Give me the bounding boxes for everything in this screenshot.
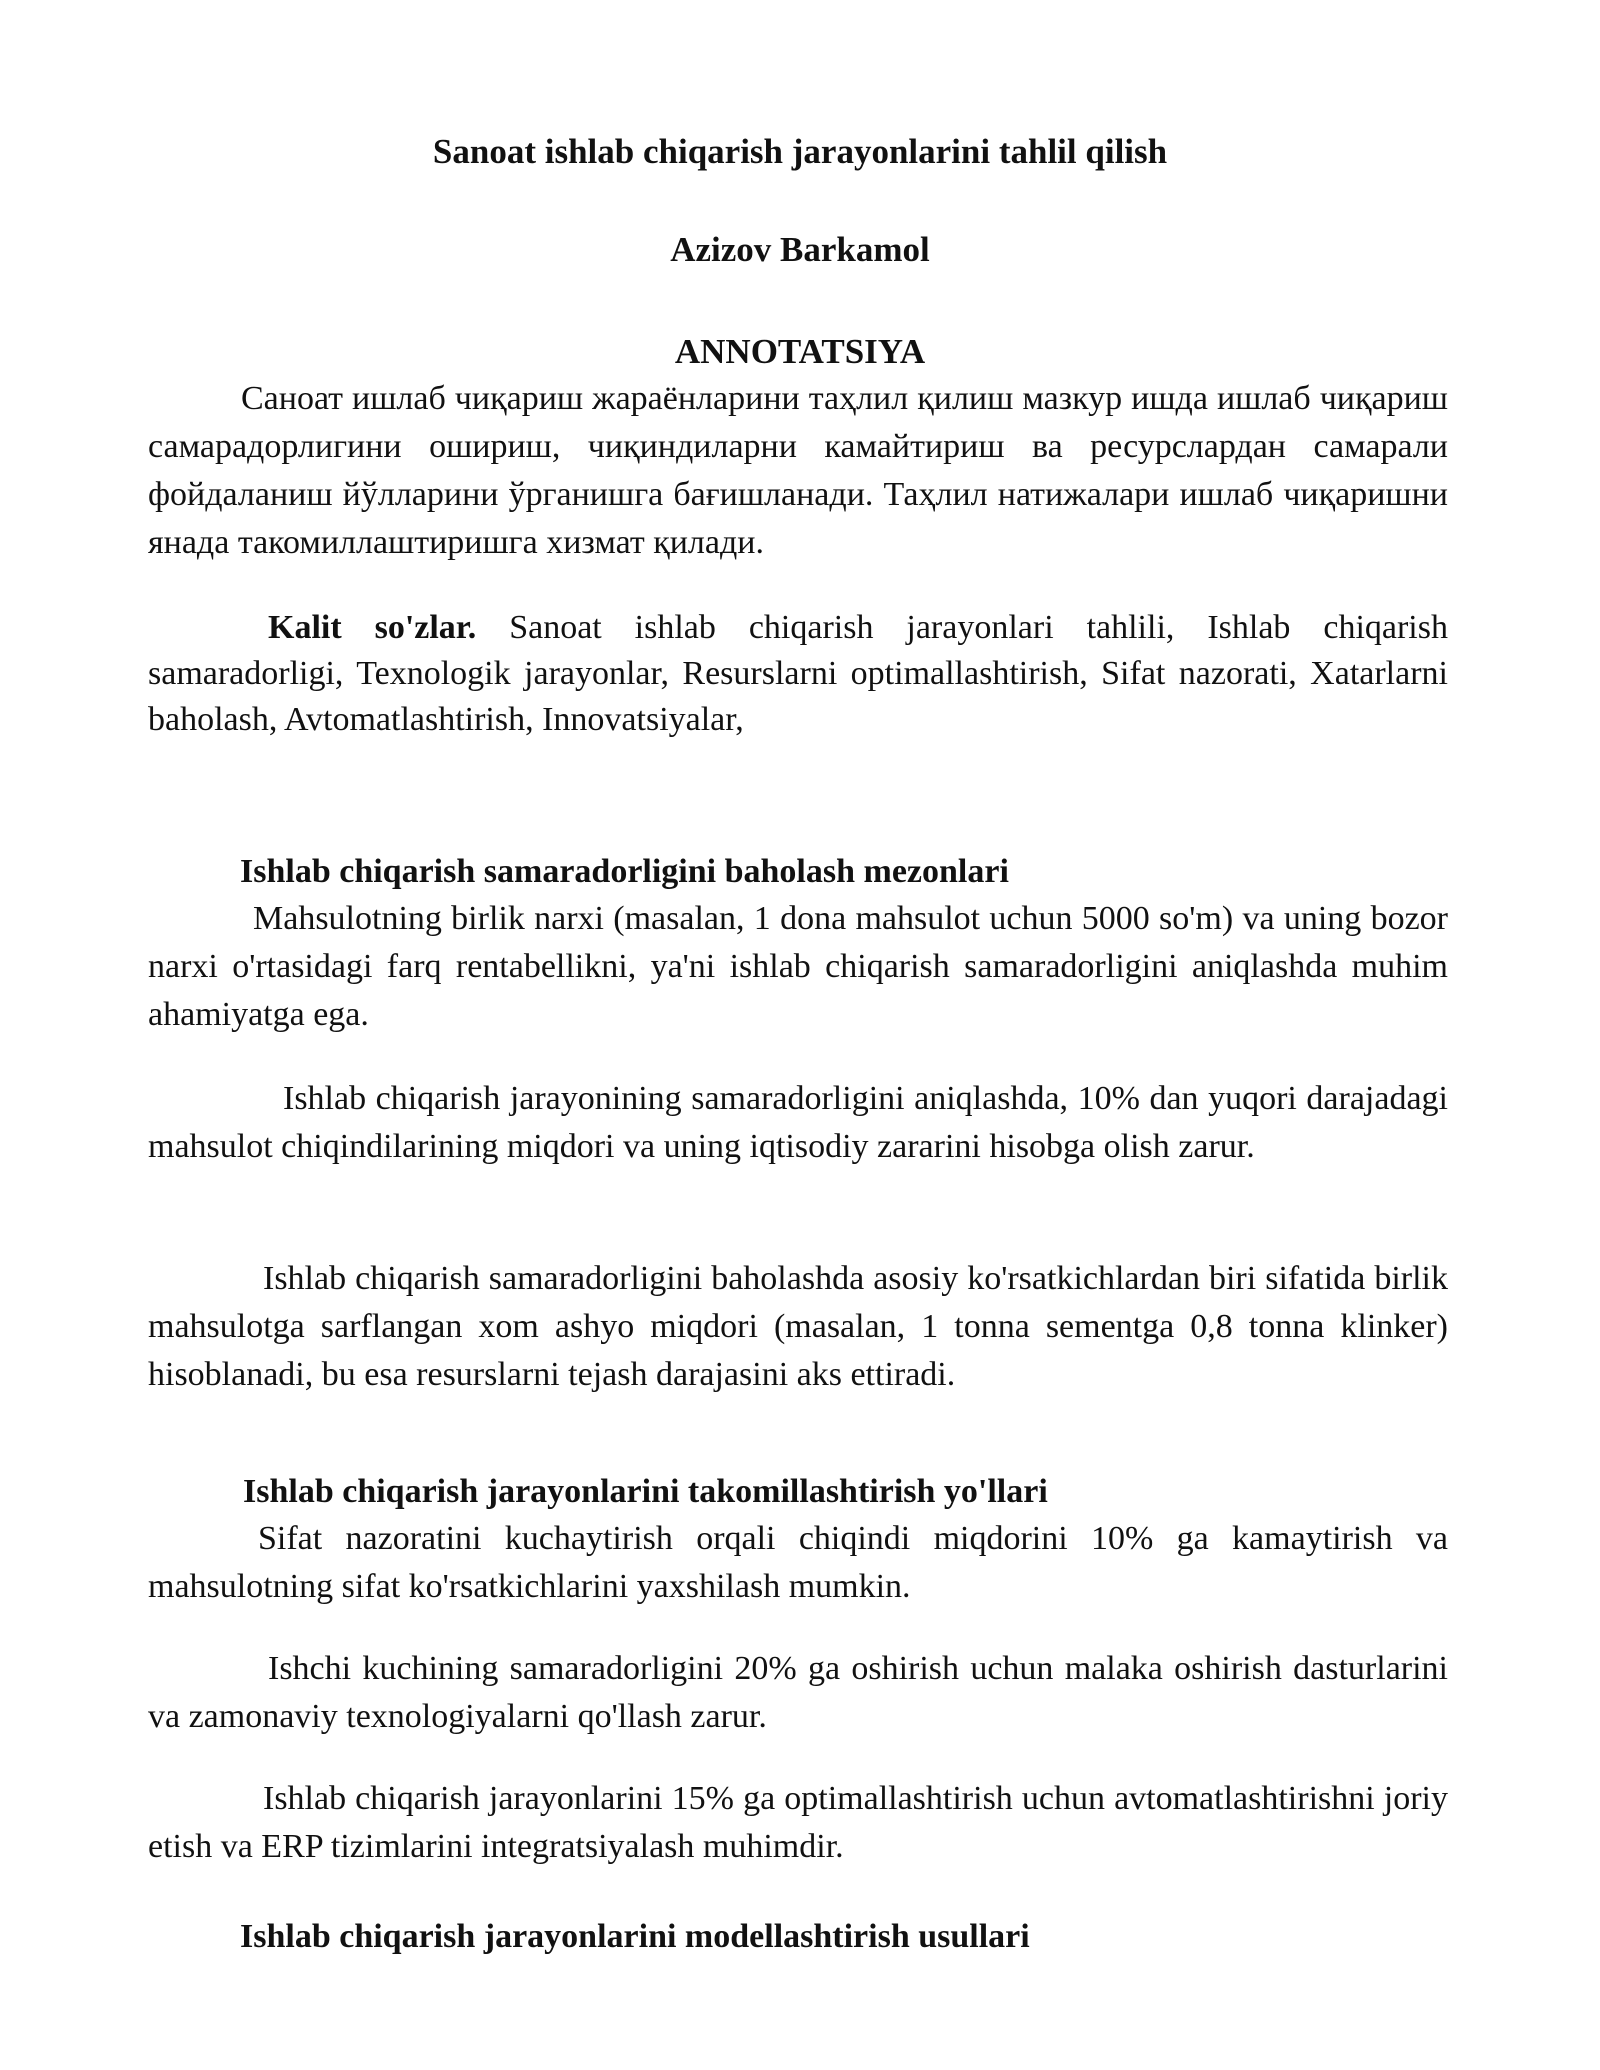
section-heading-modelling-methods: Ishlab chiqarish jarayonlarini modellashtirish usullari (240, 1918, 1030, 1955)
section2-paragraph-1: Sifat nazoratini kuchaytirish orqali chiqindi miqdorini 10% ga kamaytirish va mahsulotning sifat ko'rsatkichlarini yaxshilash mumkin. (148, 1520, 1448, 1605)
section1-paragraph-2: Ishlab chiqarish jarayonining samaradorligini aniqlashda, 10% dan yuqori darajadagi mahsulot chiqindilarining miqdori va uning iqtisodiy zararini hisobga olish zarur. (148, 1080, 1448, 1165)
section1-paragraph-3: Ishlab chiqarish samaradorligini baholashda asosiy ko'rsatkichlardan biri sifatida birlik mahsulotga sarflangan xom ashyo miqdori (masalan, 1 tonna sementga 0,8 tonna klinker) hisoblanadi, bu esa resurslarni tejash darajasini aks ettiradi. (148, 1260, 1448, 1393)
section1-paragraph-1: Mahsulotning birlik narxi (masalan, 1 dona mahsulot uchun 5000 so'm) va uning bozor narxi o'rtasidagi farq rentabellikni, ya'ni ishlab chiqarish samaradorligini aniqlashda muhim ahamiyatga ega. (148, 900, 1448, 1033)
keywords-paragraph (148, 605, 1448, 743)
section-heading-efficiency-criteria: Ishlab chiqarish samaradorligini baholash mezonlari (240, 853, 1009, 890)
document-title: Sanoat ishlab chiqarish jarayonlarini tahlil qilish (432, 132, 1168, 171)
annotation-paragraph: Саноат ишлаб чиқариш жараёнларини таҳлил қилиш мазкур ишда ишлаб чиқариш самарадорлигини ошириш, чиқиндиларни камайтириш ва ресурслардан самарали фойдаланиш йўлларини ўрганишга бағишланади. Таҳлил натижалари ишлаб чиқаришни янада такомиллаштиришга хизмат қилади. (148, 380, 1448, 561)
section2-paragraph-3: Ishlab chiqarish jarayonlarini 15% ga optimallashtirish uchun avtomatlashtirishni joriy etish va ERP tizimlarini integratsiyalash muhimdir. (148, 1780, 1448, 1865)
keywords-list: Sanoat ishlab chiqarish jarayonlari tahlili, Ishlab chiqarish samaradorligi, Texnologik jarayonlar, Resurslarni optimallashtirish, Sifat nazorati, Xatarlarni baholash, Avtomatlashtirish, Innovatsiyalar, (148, 609, 1448, 738)
annotation-heading: ANNOTATSIYA (674, 332, 926, 371)
section2-paragraph-2: Ishchi kuchining samaradorligini 20% ga oshirish uchun malaka oshirish dasturlarini va zamonaviy texnologiyalarni qo'llash zarur. (148, 1650, 1448, 1735)
author-name: Azizov Barkamol (670, 230, 930, 269)
section-heading-improvement-ways: Ishlab chiqarish jarayonlarini takomillashtirish yo'llari (243, 1473, 1048, 1510)
keywords-label: Kalit so'zlar. (268, 609, 477, 646)
